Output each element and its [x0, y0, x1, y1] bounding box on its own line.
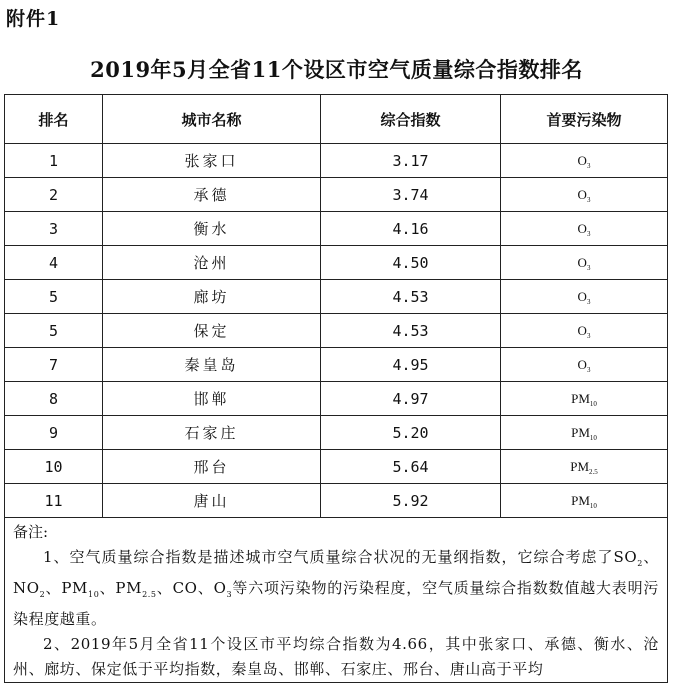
pollutant-subscript: 10 — [589, 502, 597, 510]
pollutant-base: PM — [571, 391, 590, 406]
city-cell: 张家口 — [103, 144, 321, 178]
rank-cell: 2 — [5, 178, 103, 212]
city-cell: 沧州 — [103, 246, 321, 280]
pollutant-subscript: 3 — [586, 162, 591, 170]
note-subscript: 2.5 — [142, 590, 157, 599]
pollutant-base: O — [577, 357, 587, 372]
pollutant-cell — [501, 280, 668, 314]
rank-cell: 9 — [5, 416, 103, 450]
pollutant-cell — [501, 314, 668, 348]
pollutant-subscript: 10 — [589, 434, 597, 442]
notes-heading: 备注: — [13, 523, 49, 541]
pollutant-base: O — [577, 221, 587, 236]
note-subscript: 10 — [88, 590, 100, 599]
note-text: 1、空气质量综合指数是描述城市空气质量综合状况的无量纲指数，它综合考虑了SO — [43, 548, 638, 566]
page-title: 2019年5月全省11个设区市空气质量综合指数排名 — [90, 57, 583, 82]
note-paragraph-1 — [13, 545, 659, 632]
table-row — [5, 484, 668, 518]
pollutant-base: O — [577, 187, 587, 202]
rank-cell: 5 — [5, 280, 103, 314]
rank-cell: 4 — [5, 246, 103, 280]
attachment-label: 附件1 — [6, 8, 61, 30]
city-cell: 石家庄 — [103, 416, 321, 450]
pollutant-subscript: 3 — [586, 230, 591, 238]
pollutant-subscript: 3 — [586, 366, 591, 374]
rank-cell: 8 — [5, 382, 103, 416]
pollutant-cell — [501, 382, 668, 416]
note-subscript: 2 — [637, 559, 643, 568]
notes-cell — [5, 518, 668, 683]
note-text: 、CO、O — [156, 579, 227, 597]
pollutant-base: O — [577, 323, 587, 338]
index-cell: 4.16 — [321, 212, 501, 246]
index-cell: 3.74 — [321, 178, 501, 212]
index-cell: 5.64 — [321, 450, 501, 484]
index-cell: 5.92 — [321, 484, 501, 518]
table-row — [5, 144, 668, 178]
pollutant-cell — [501, 484, 668, 518]
pollutant-subscript: 3 — [586, 298, 591, 306]
pollutant-cell — [501, 416, 668, 450]
city-cell: 秦皇岛 — [103, 348, 321, 382]
index-cell: 3.17 — [321, 144, 501, 178]
note-text: 、NO — [13, 548, 659, 597]
index-cell: 4.95 — [321, 348, 501, 382]
index-cell: 4.50 — [321, 246, 501, 280]
table-header-row — [5, 95, 668, 144]
table-row — [5, 212, 668, 246]
table-row — [5, 348, 668, 382]
city-cell: 唐山 — [103, 484, 321, 518]
index-cell: 4.97 — [321, 382, 501, 416]
city-cell: 保定 — [103, 314, 321, 348]
pollutant-subscript: 2.5 — [589, 468, 598, 476]
rank-cell: 7 — [5, 348, 103, 382]
note-subscript: 2 — [39, 590, 46, 599]
note-text: 等六项污染物的污染程度，空气质量综合指数数值越大表明污染程度越重。 — [13, 579, 659, 628]
city-cell: 承德 — [103, 178, 321, 212]
notes-row — [5, 518, 668, 683]
table-row — [5, 416, 668, 450]
ranking-table-container — [4, 94, 667, 683]
note-text: 、PM — [99, 579, 143, 597]
pollutant-base: O — [577, 153, 587, 168]
pollutant-subscript: 3 — [586, 264, 591, 272]
note-text: 、PM — [45, 579, 88, 597]
ranking-table — [4, 94, 668, 683]
note-paragraph-2: 2、2019年5月全省11个设区市平均综合指数为4.66，其中张家口、承德、衡水、沧州、廊坊、保定低于平均指数，秦皇岛、邯郸、石家庄、邢台、唐山高于平均 — [13, 635, 659, 678]
city-cell: 廊坊 — [103, 280, 321, 314]
index-cell: 5.20 — [321, 416, 501, 450]
city-cell: 邢台 — [103, 450, 321, 484]
table-row — [5, 178, 668, 212]
city-cell: 衡水 — [103, 212, 321, 246]
table-row — [5, 314, 668, 348]
header-pollutant: 首要污染物 — [501, 95, 668, 144]
table-row — [5, 280, 668, 314]
pollutant-cell — [501, 212, 668, 246]
table-row — [5, 450, 668, 484]
pollutant-subscript: 3 — [586, 196, 591, 204]
pollutant-base: PM — [570, 459, 590, 474]
rank-cell: 10 — [5, 450, 103, 484]
pollutant-cell — [501, 450, 668, 484]
rank-cell: 1 — [5, 144, 103, 178]
index-cell: 4.53 — [321, 280, 501, 314]
table-row — [5, 246, 668, 280]
pollutant-base: PM — [571, 493, 590, 508]
header-rank: 排名 — [5, 95, 103, 144]
pollutant-base: O — [577, 255, 587, 270]
note-subscript: 3 — [226, 590, 233, 599]
pollutant-cell — [501, 246, 668, 280]
table-row — [5, 382, 668, 416]
rank-cell: 3 — [5, 212, 103, 246]
rank-cell: 11 — [5, 484, 103, 518]
index-cell: 4.53 — [321, 314, 501, 348]
pollutant-base: PM — [571, 425, 590, 440]
rank-cell: 5 — [5, 314, 103, 348]
pollutant-subscript: 3 — [586, 332, 591, 340]
header-index: 综合指数 — [321, 95, 501, 144]
pollutant-cell — [501, 144, 668, 178]
pollutant-cell — [501, 348, 668, 382]
pollutant-subscript: 10 — [589, 400, 597, 408]
city-cell: 邯郸 — [103, 382, 321, 416]
pollutant-cell — [501, 178, 668, 212]
pollutant-base: O — [577, 289, 587, 304]
header-city: 城市名称 — [103, 95, 321, 144]
